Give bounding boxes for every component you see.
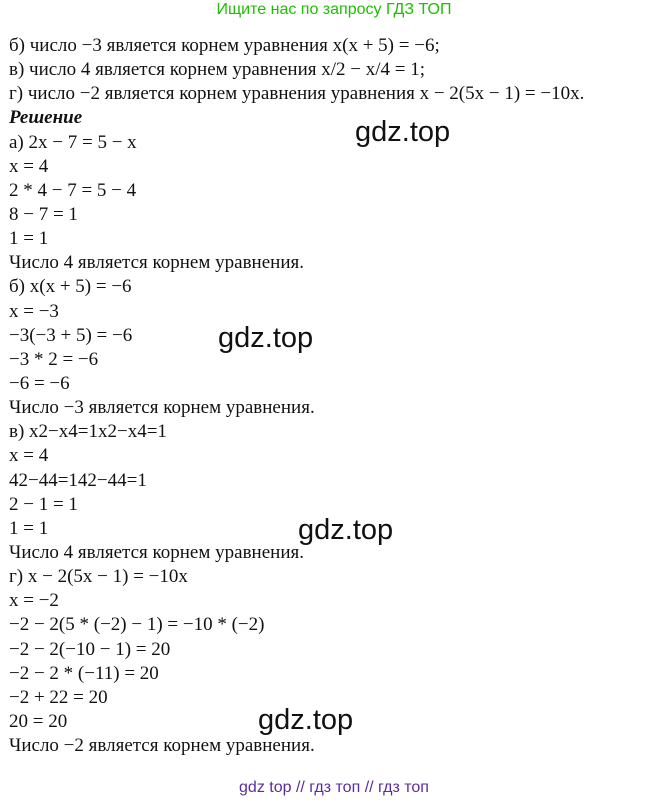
text-line: Число −2 является корнем уравнения. (9, 735, 315, 757)
solution-heading: Решение (9, 107, 83, 129)
watermark: gdz.top (218, 322, 314, 354)
text-line: 8 − 7 = 1 (9, 203, 78, 225)
text-line: −2 − 2(5 * (−2) − 1) = −10 * (−2) (9, 614, 265, 636)
watermark: gdz.top (258, 704, 354, 736)
text-line: б) x(x + 5) = −6 (9, 276, 132, 298)
watermark: gdz.top (298, 514, 394, 546)
top-banner: Ищите нас по запросу ГДЗ ТОП (216, 1, 452, 18)
text-line: −2 − 2 * (−11) = 20 (9, 662, 159, 684)
text-line: в) число 4 является корнем уравнения x/2 − x/4 = 1; (9, 59, 425, 81)
text-line: x = 4 (9, 155, 49, 177)
text-line: Число −3 является корнем уравнения. (9, 397, 315, 419)
text-line: x = −2 (9, 590, 59, 612)
text-line: −2 − 2(−10 − 1) = 20 (9, 638, 171, 660)
text-line: б) число −3 является корнем уравнения x(x + 5) = −6; (9, 35, 440, 56)
text-line: 2 * 4 − 7 = 5 − 4 (9, 179, 137, 201)
text-line: а) 2x − 7 = 5 − x (9, 131, 137, 153)
solution-text (9, 34, 584, 758)
text-line: Число 4 является корнем уравнения. (9, 252, 304, 274)
text-line: в) x2−x4=1x2−x4=1 (9, 421, 167, 443)
watermark: gdz.top (355, 116, 451, 148)
text-line: −3(−3 + 5) = −6 (9, 324, 133, 346)
text-line: 1 = 1 (9, 228, 49, 250)
text-line: x = 4 (9, 445, 49, 467)
text-line: x = −3 (9, 300, 59, 322)
text-line: 1 = 1 (9, 517, 49, 539)
text-line: 42−44=142−44=1 (9, 469, 147, 491)
text-line: −6 = −6 (9, 372, 70, 394)
footer-links: gdz top // гдз топ // гдз топ (239, 779, 429, 796)
text-line: г) x − 2(5x − 1) = −10x (9, 566, 188, 588)
text-line: 2 − 1 = 1 (9, 493, 78, 515)
text-line: Число 4 является корнем уравнения. (9, 541, 304, 563)
text-line: 20 = 20 (9, 710, 68, 732)
text-line: −2 + 22 = 20 (9, 686, 108, 708)
text-line: −3 * 2 = −6 (9, 348, 99, 370)
text-line: г) число −2 является корнем уравнения уравнения x − 2(5x − 1) = −10x. (9, 83, 585, 105)
